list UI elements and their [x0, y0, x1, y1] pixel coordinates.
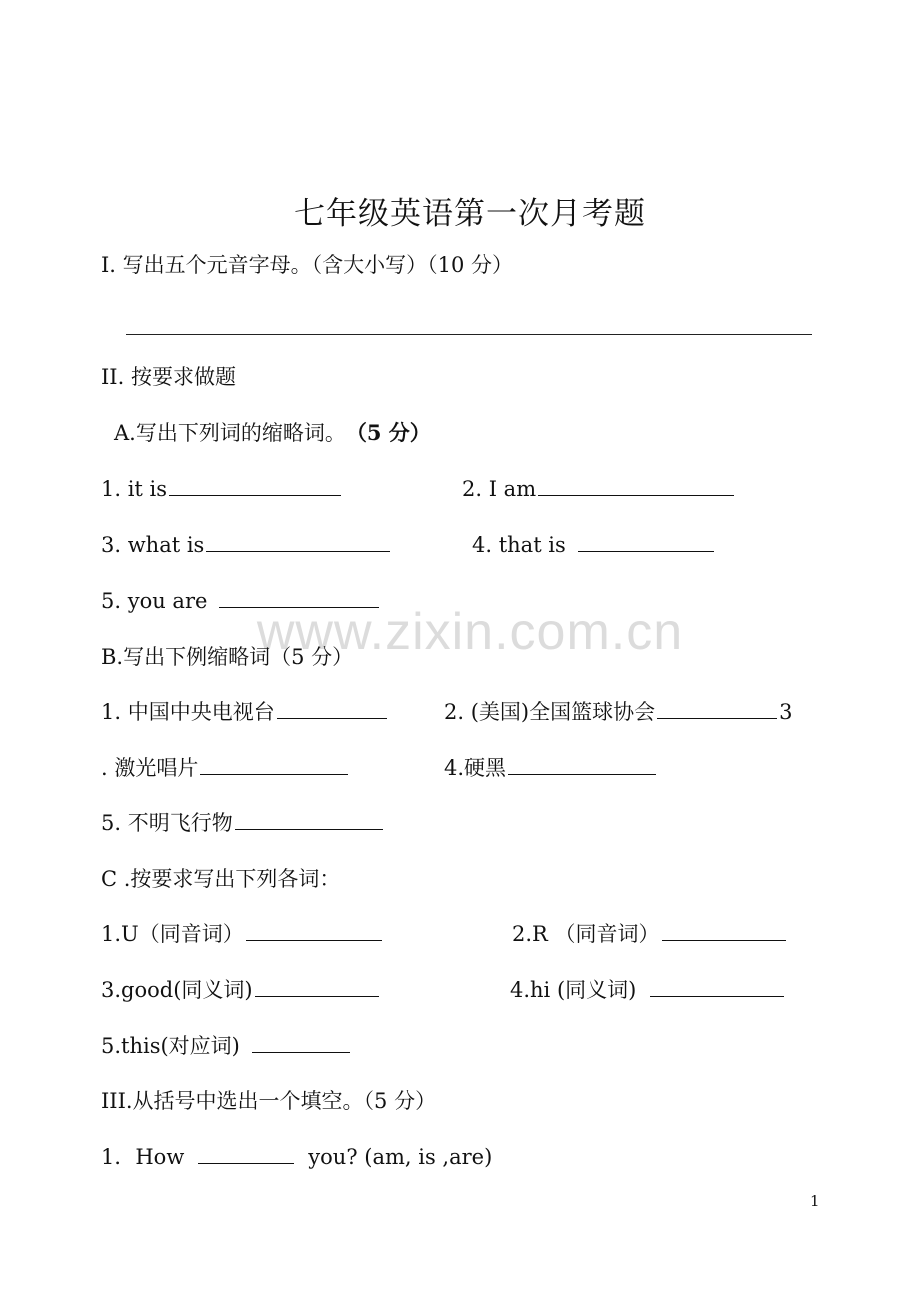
item-label: 4.hi (同义词)	[510, 978, 637, 1002]
part-a-row-3	[101, 584, 381, 618]
answer-blank[interactable]	[255, 976, 379, 997]
part-b-item-1	[101, 695, 389, 729]
answer-blank[interactable]	[235, 809, 383, 830]
item-label: . 激光唱片	[101, 756, 199, 780]
part-c-item-1	[101, 917, 384, 951]
part-a-item-3	[101, 528, 392, 562]
part-a-heading-text: A.写出下列词的缩略词。	[114, 421, 346, 445]
section-2-heading-text: II. 按要求做题	[101, 365, 236, 389]
answer-blank[interactable]	[657, 698, 777, 719]
answer-blank[interactable]	[198, 1143, 294, 1164]
part-a-item-1	[101, 472, 343, 506]
answer-blank[interactable]	[246, 920, 382, 941]
part-b-item-3	[101, 751, 350, 785]
part-a-heading	[114, 416, 431, 450]
answer-blank[interactable]	[200, 754, 348, 775]
question-prefix: 1．How	[101, 1145, 185, 1169]
part-b-heading-text: B.写出下例缩略词（5 分）	[101, 645, 354, 669]
item-label: 3.good(同义词)	[101, 978, 253, 1002]
answer-line-vowels[interactable]	[126, 334, 812, 335]
part-b-row-2	[101, 751, 901, 785]
part-c-row-1	[101, 917, 901, 951]
part-c-item-3	[101, 973, 381, 1007]
answer-blank[interactable]	[277, 698, 387, 719]
item-label: 4. that is	[472, 533, 566, 557]
item-label: 1. it is	[101, 477, 168, 501]
item-label: 2.R （同音词）	[512, 922, 660, 946]
section-3-question-1	[101, 1140, 492, 1174]
part-c-row-2	[101, 973, 901, 1007]
part-c-heading-text: C .按要求写出下列各词：	[101, 867, 341, 891]
section-3-heading	[101, 1084, 436, 1118]
item-number-wrap: 3	[779, 700, 793, 724]
part-a-row-2	[101, 528, 920, 562]
item-label: 2. I am	[462, 477, 537, 501]
item-label: 1. 中国中央电视台	[101, 700, 275, 724]
part-b-heading	[101, 640, 353, 674]
question-suffix: you? (am, is ,are)	[308, 1145, 493, 1169]
answer-blank[interactable]	[578, 531, 714, 552]
part-c-item-2	[512, 917, 788, 951]
page-title: 七年级英语第一次月考题	[294, 196, 646, 232]
page-number: 1	[810, 1192, 820, 1210]
answer-blank[interactable]	[508, 754, 656, 775]
answer-blank[interactable]	[538, 475, 734, 496]
part-a-item-2	[462, 472, 736, 506]
item-label: 5. you are	[101, 589, 208, 613]
item-label: 1.U（同音词）	[101, 922, 244, 946]
answer-blank[interactable]	[662, 920, 786, 941]
part-b-row-1	[101, 695, 920, 729]
section-1-heading	[101, 248, 513, 282]
watermark: www.zixin.com.cn	[256, 603, 684, 661]
part-c-row-3	[101, 1029, 352, 1063]
part-c-heading	[101, 862, 340, 896]
part-b-row-3	[101, 806, 385, 840]
section-1-heading-text: I. 写出五个元音字母。（含大小写）（10 分）	[101, 253, 514, 277]
item-label: 2. (美国)全国篮球协会	[444, 700, 656, 724]
answer-blank[interactable]	[252, 1032, 350, 1053]
answer-blank[interactable]	[169, 475, 341, 496]
part-b-item-2	[444, 695, 792, 729]
section-2-heading	[101, 360, 236, 394]
part-a-points: （5 分）	[345, 420, 431, 445]
answer-blank[interactable]	[219, 587, 379, 608]
item-label: 3. what is	[101, 533, 205, 557]
item-label: 5. 不明飞行物	[101, 811, 233, 835]
part-a-row-1	[101, 472, 920, 506]
part-a-item-4	[472, 528, 716, 562]
part-c-item-4	[510, 973, 786, 1007]
answer-blank[interactable]	[650, 976, 784, 997]
item-label: 4.硬黑	[444, 756, 507, 780]
item-label: 5.this(对应词)	[101, 1034, 240, 1058]
section-3-heading-text: III.从括号中选出一个填空。（5 分）	[101, 1089, 437, 1113]
answer-blank[interactable]	[206, 531, 390, 552]
part-b-item-4	[444, 751, 658, 785]
